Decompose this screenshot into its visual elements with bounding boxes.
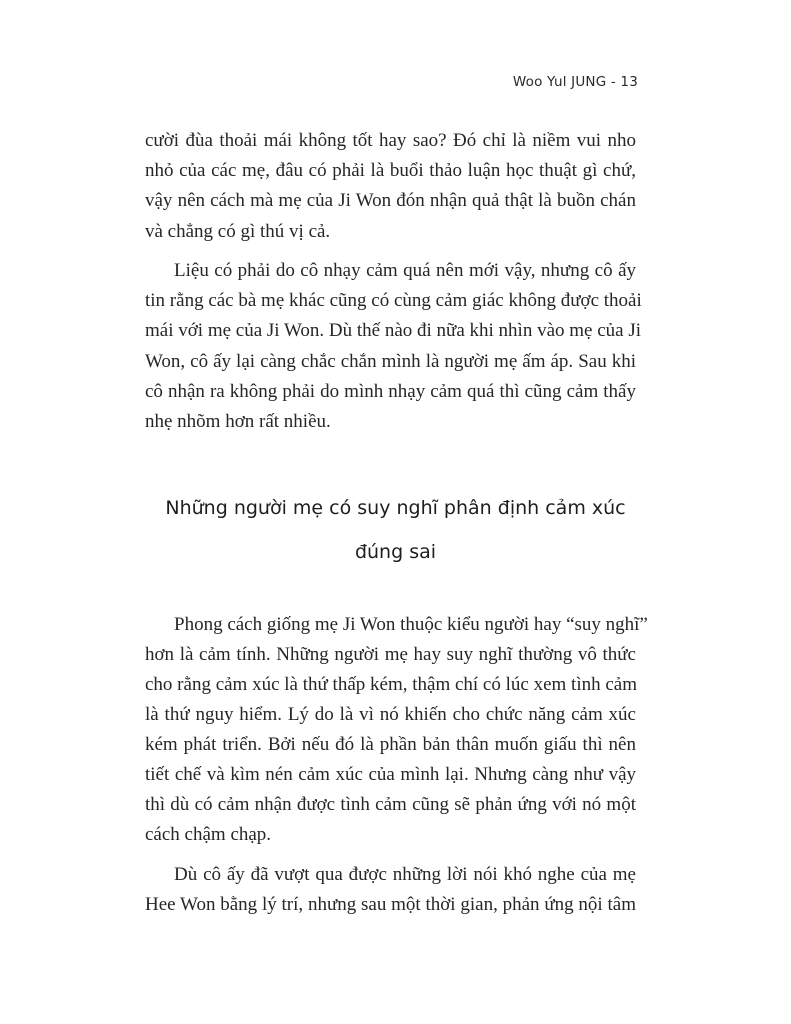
text-line: Dù cô ấy đã vượt qua được những lời nói khó nghe của mẹ [174, 864, 636, 885]
text-line: vậy nên cách mà mẹ của Ji Won đón nhận quả thật là buồn chán [145, 190, 636, 211]
text-line: Liệu có phải do cô nhạy cảm quá nên mới vậy, nhưng cô ấy [174, 260, 636, 281]
text-line: thì dù có cảm nhận được tình cảm cũng sẽ phản ứng với nó một [145, 794, 636, 815]
heading-line: Những người mẹ có suy nghĩ phân định cảm xúc [165, 497, 626, 519]
text-line: và chẳng có gì thú vị cả. [145, 221, 331, 242]
text-line: cô nhận ra không phải do mình nhạy cảm quá thì cũng cảm thấy [145, 381, 636, 402]
text-line: Hee Won bằng lý trí, nhưng sau một thời gian, phản ứng nội tâm [145, 894, 636, 915]
text-line: Phong cách giống mẹ Ji Won thuộc kiểu người hay “suy nghĩ” [174, 614, 648, 635]
text-line: cười đùa thoải mái không tốt hay sao? Đó chỉ là niềm vui nho [145, 130, 636, 151]
text-line: là thứ nguy hiểm. Lý do là vì nó khiến cho chức năng cảm xúc [145, 704, 636, 725]
text-line: nhẹ nhõm hơn rất nhiều. [145, 411, 331, 432]
text-line: tiết chế và kìm nén cảm xúc của mình lại. Nhưng càng như vậy [145, 764, 636, 785]
text-line: kém phát triển. Bởi nếu đó là phần bản thân muốn giấu thì nên [145, 734, 636, 755]
running-head: Woo Yul JUNG - 13 [512, 74, 638, 90]
text-line: cho rằng cảm xúc là thứ thấp kém, thậm chí có lúc xem tình cảm [145, 674, 637, 695]
text-line: hơn là cảm tính. Những người mẹ hay suy nghĩ thường vô thức [145, 644, 636, 665]
text-line: cách chậm chạp. [145, 824, 272, 845]
text-line: mái với mẹ của Ji Won. Dù thế nào đi nữa khi nhìn vào mẹ của Ji [145, 320, 642, 341]
text-line: tin rằng các bà mẹ khác cũng có cùng cảm giác không được thoải [145, 290, 642, 311]
text-line: Won, cô ấy lại càng chắc chắn mình là người mẹ ấm áp. Sau khi [145, 351, 636, 372]
heading-line: đúng sai [354, 541, 437, 563]
text-line: nhỏ của các mẹ, đâu có phải là buổi thảo luận học thuật gì chứ, [145, 160, 636, 181]
